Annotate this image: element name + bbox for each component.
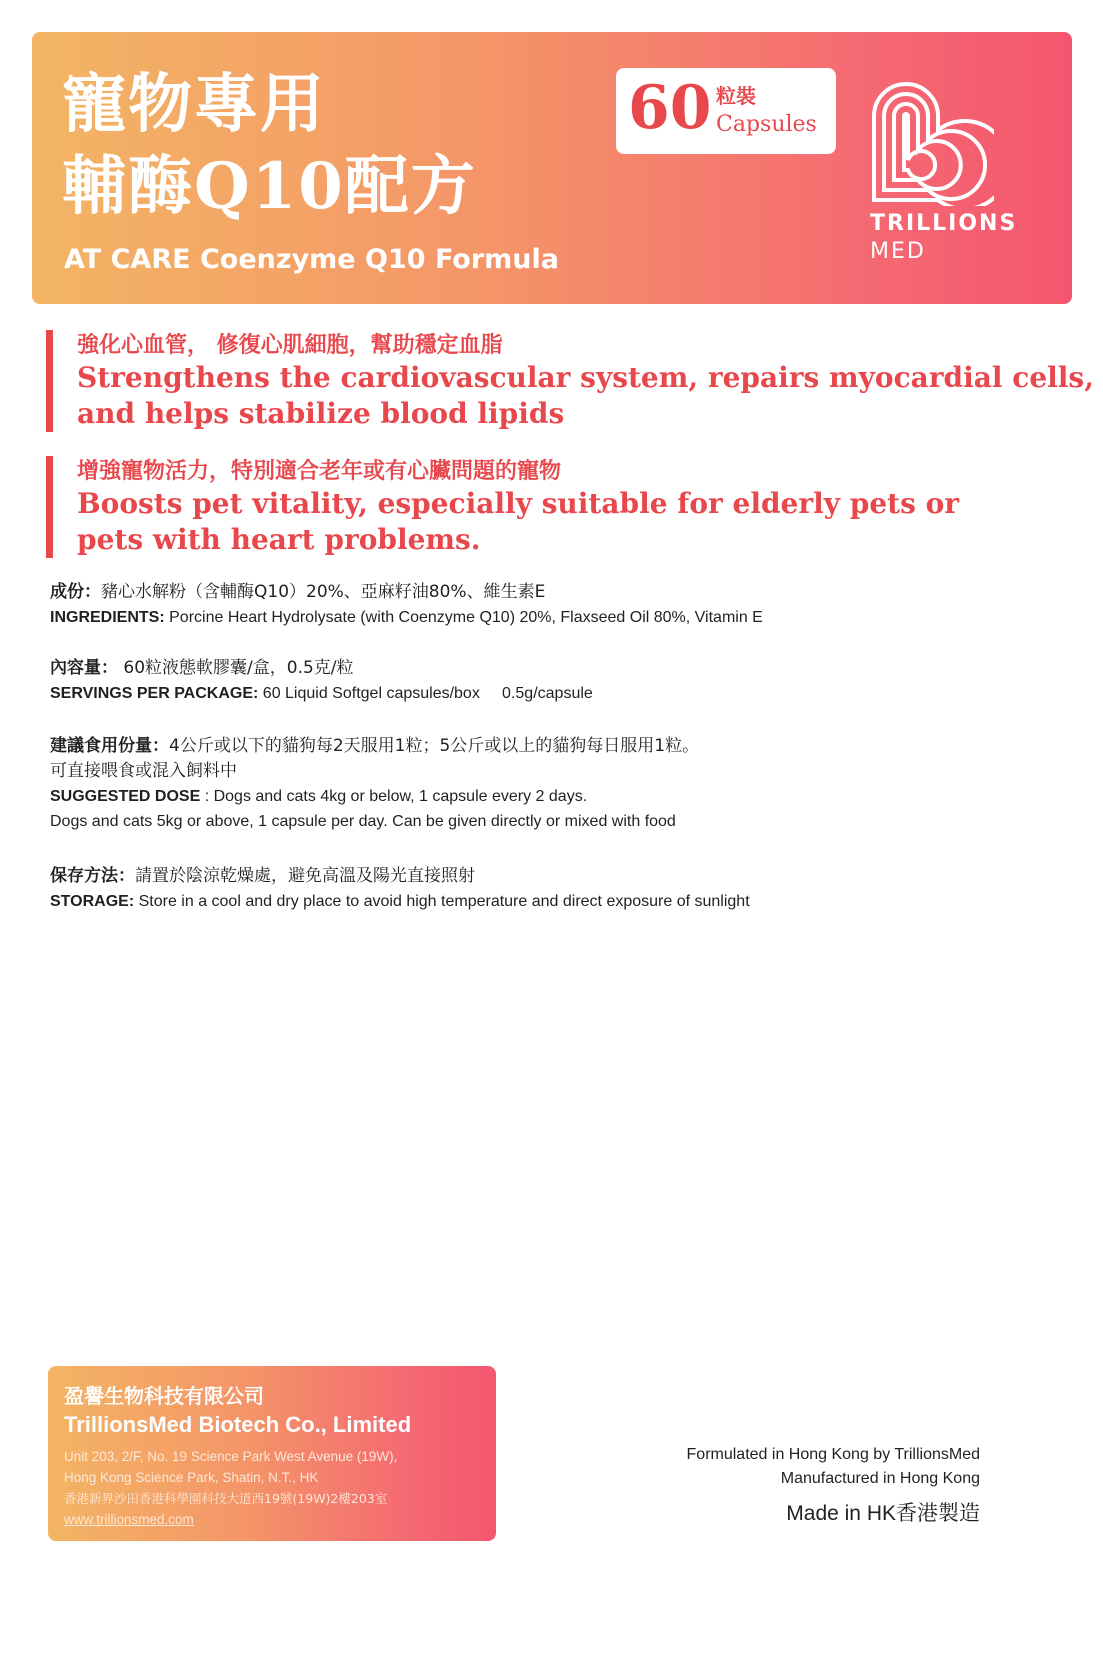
storage-section [50,864,1050,914]
claim-en-line1: Strengthens the cardiovascular system, repairs myocardial cells, [77,361,1094,394]
company-name-zh: 盈譽生物科技有限公司 [64,1384,264,1408]
claim-en-line2: and helps stabilize blood lipids [77,397,565,430]
brand-line2: MED [870,239,926,264]
capsule-count: 60 [628,73,712,143]
manufactured-text: Manufactured in Hong Kong [780,1470,980,1487]
storage-en-text: Store in a cool and dry place to avoid high temperature and direct exposure of sunlight [134,893,750,910]
servings-en-label: SERVINGS PER PACKAGE: [50,685,259,702]
ingredients-en-label: INGREDIENTS: [50,609,165,626]
servings-section [50,656,1050,706]
dose-zh-label: 建議食用份量： [50,736,169,756]
address-line1: Unit 203, 2/F, No. 19 Science Park West Avenue (19W), [64,1449,398,1464]
capsule-count-badge [616,68,836,154]
dose-en-text2: Dogs and cats 5kg or above, 1 capsule per day. Can be given directly or mixed with food [50,813,676,830]
storage-zh-label: 保存方法： [50,866,135,886]
servings-en-text: 60 Liquid Softgel capsules/box 0.5g/capsule [258,685,593,702]
ingredients-zh-label: 成份： [50,582,101,602]
storage-en-label: STORAGE: [50,893,135,910]
dose-en-text: : Dogs and cats 4kg or below, 1 capsule every 2 days. [200,788,588,805]
storage-zh-text: 請置於陰涼乾燥處，避免高溫及陽光直接照射 [135,866,475,886]
ingredients-en-text: Porcine Heart Hydrolysate (with Coenzyme Q10) 20%, Flaxseed Oil 80%, Vitamin E [164,609,763,626]
product-title-en: AT CARE Coenzyme Q10 Formula [64,244,559,275]
made-in-text: Made in HK香港製造 [786,1502,980,1525]
product-header-banner [32,32,1072,304]
dose-en-label: SUGGESTED DOSE [50,788,201,805]
claim-en-line2: pets with heart problems. [77,523,481,556]
servings-zh-label: 內容量： [50,658,118,678]
title-zh-line1: 寵物專用 [62,67,326,142]
servings-zh-text: 60粒液態軟膠囊/盒，0.5克/粒 [118,658,354,678]
claim-en-line1: Boosts pet vitality, especially suitable for elderly pets or [77,487,960,520]
capsule-unit-en: Capsules [716,112,817,137]
heart-b-icon [870,80,994,206]
title-zh-line2: 輔酶Q10配方 [62,149,477,224]
website-link[interactable]: www.trillionsmed.com [64,1512,194,1527]
dose-zh-text2: 可直接喂食或混入飼料中 [50,761,237,781]
ingredients-section [50,580,1050,630]
company-info-box [48,1366,496,1541]
company-name-en: TrillionsMed Biotech Co., Limited [64,1412,412,1437]
capsule-unit-zh: 粒裝 [716,84,756,108]
claim-vitality [46,456,959,558]
product-title-zh [62,64,477,228]
brand-line1: TRILLIONS [870,211,1018,236]
formulated-text: Formulated in Hong Kong by TrillionsMed [686,1446,980,1463]
brand-wordmark [870,210,1017,266]
company-address [64,1446,397,1530]
address-zh: 香港新界沙田香港科學園科技大道西19號(19W)2樓203室 [64,1491,388,1506]
claim-zh: 強化心血管， 修復心肌細胞，幫助穩定血脂 [77,332,503,358]
dose-zh-text: 4公斤或以下的貓狗每2天服用1粒；5公斤或以上的貓狗每日服用1粒。 [169,736,700,756]
ingredients-zh-text: 豬心水解粉（含輔酶Q10）20%、亞麻籽油80%、維生素E [101,582,546,602]
claim-cardiovascular [46,330,1094,432]
address-line2: Hong Kong Science Park, Shatin, N.T., HK [64,1470,319,1485]
dose-section [50,734,1050,834]
claim-zh: 增強寵物活力，特別適合老年或有心臟問題的寵物 [77,458,562,484]
